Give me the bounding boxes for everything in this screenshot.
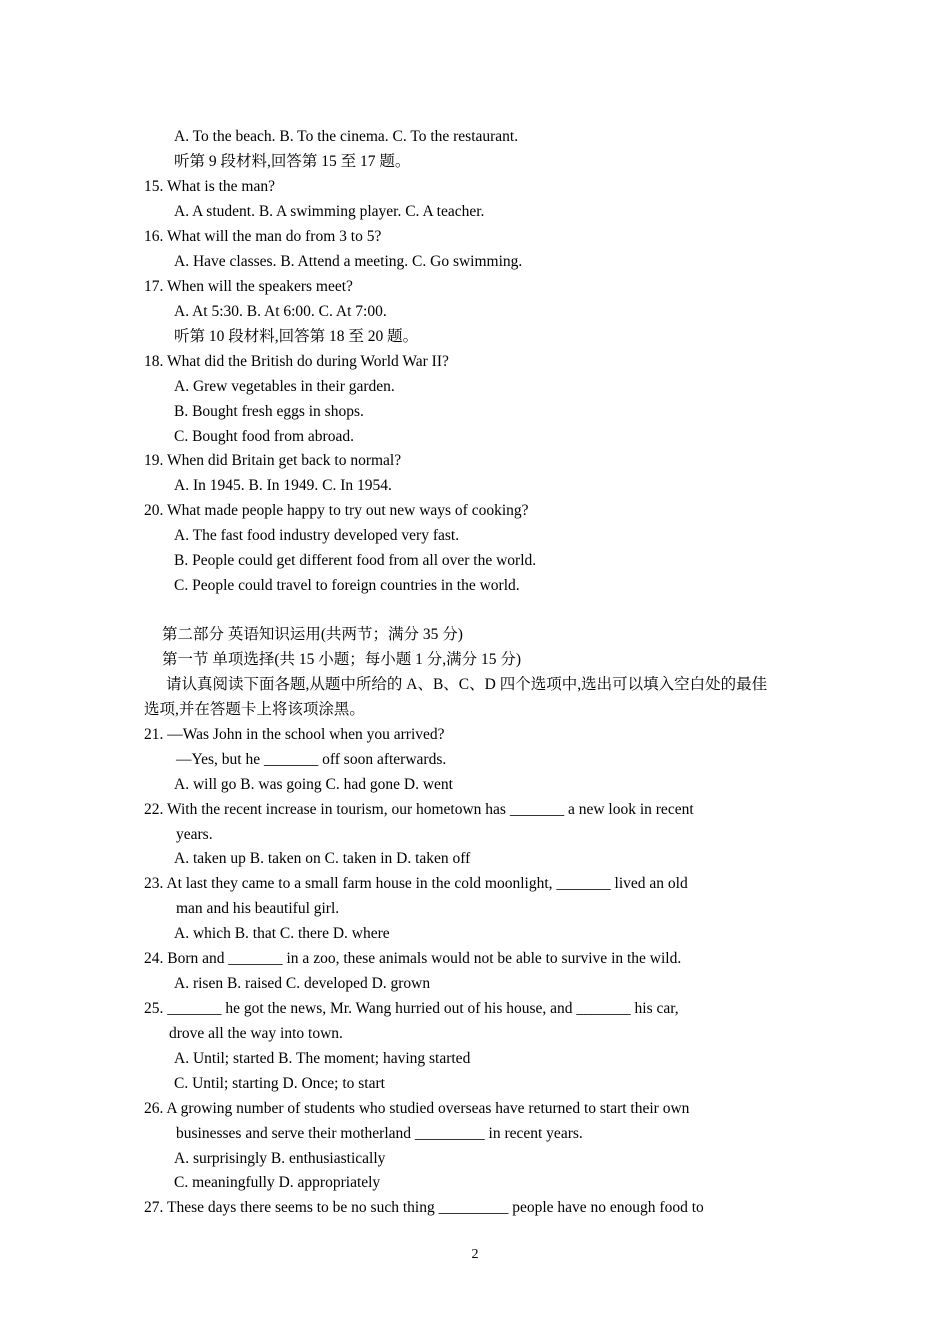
q22-options: A. taken up B. taken on C. taken in D. taken off — [174, 850, 471, 867]
q15-options: A. A student. B. A swimming player. C. A teacher. — [174, 203, 485, 220]
q18-option-b: B. Bought fresh eggs in shops. — [174, 403, 364, 420]
page-number: 2 — [471, 1247, 479, 1262]
question-25: 25. _______ he got the news, Mr. Wang hurried out of his house, and _______ his car, — [144, 1000, 679, 1017]
q25-options-cd: C. Until; starting D. Once; to start — [174, 1075, 385, 1092]
q17-options: A. At 5:30. B. At 6:00. C. At 7:00. — [174, 303, 387, 320]
question-23: 23. At last they came to a small farm house in the cold moonlight, _______ lived an old — [144, 875, 688, 892]
question-17: 17. When will the speakers meet? — [144, 278, 353, 295]
question-19: 19. When did Britain get back to normal? — [144, 452, 402, 469]
q18-option-c: C. Bought food from abroad. — [174, 428, 354, 445]
question-26: 26. A growing number of students who studied overseas have returned to start their own — [144, 1100, 690, 1117]
q25-options-ab: A. Until; started B. The moment; having started — [174, 1050, 471, 1067]
part-two-heading: 第二部分 英语知识运用(共两节；满分 35 分) — [162, 626, 463, 643]
q26-options-cd: C. meaningfully D. appropriately — [174, 1174, 381, 1191]
q20-option-b: B. People could get different food from all over the world. — [174, 552, 537, 569]
q14-options: A. To the beach. B. To the cinema. C. To the restaurant. — [174, 128, 519, 145]
section-one-heading: 第一节 单项选择(共 15 小题；每小题 1 分,满分 15 分) — [162, 651, 522, 668]
q26-options-ab: A. surprisingly B. enthusiastically — [174, 1150, 386, 1167]
q18-option-a: A. Grew vegetables in their garden. — [174, 378, 395, 395]
q20-option-a: A. The fast food industry developed very fast. — [174, 527, 460, 544]
q19-options: A. In 1945. B. In 1949. C. In 1954. — [174, 477, 392, 494]
question-24: 24. Born and _______ in a zoo, these animals would not be able to survive in the wild. — [144, 950, 682, 967]
question-21: 21. —Was John in the school when you arrived? — [144, 726, 445, 743]
section-instruction-10: 听第 10 段材料,回答第 18 至 20 题。 — [174, 328, 419, 345]
q24-options: A. risen B. raised C. developed D. grown — [174, 975, 431, 992]
question-20: 20. What made people happy to try out new ways of cooking? — [144, 502, 529, 519]
question-21-reply: —Yes, but he _______ off soon afterwards. — [176, 751, 447, 768]
question-18: 18. What did the British do during World War II? — [144, 353, 449, 370]
q20-option-c: C. People could travel to foreign countries in the world. — [174, 577, 520, 594]
question-23-continued: man and his beautiful girl. — [176, 900, 340, 917]
question-22-continued: years. — [176, 826, 213, 843]
q23-options: A. which B. that C. there D. where — [174, 925, 390, 942]
q16-options: A. Have classes. B. Attend a meeting. C. Go swimming. — [174, 253, 523, 270]
section-instruction-9: 听第 9 段材料,回答第 15 至 17 题。 — [174, 153, 411, 170]
question-22: 22. With the recent increase in tourism, our hometown has _______ a new look in recent — [144, 801, 694, 818]
question-26-continued: businesses and serve their motherland _________ in recent years. — [176, 1125, 583, 1142]
question-25-continued: drove all the way into town. — [169, 1025, 343, 1042]
instructions-line-1: 请认真阅读下面各题,从题中所给的 A、B、C、D 四个选项中,选出可以填入空白处的最佳 — [166, 676, 768, 693]
q21-options: A. will go B. was going C. had gone D. went — [174, 776, 453, 793]
instructions-line-2: 选项,并在答题卡上将该项涂黑。 — [144, 701, 365, 718]
question-27: 27. These days there seems to be no such thing _________ people have no enough food to — [144, 1199, 704, 1216]
question-15: 15. What is the man? — [144, 178, 276, 195]
question-16: 16. What will the man do from 3 to 5? — [144, 228, 382, 245]
